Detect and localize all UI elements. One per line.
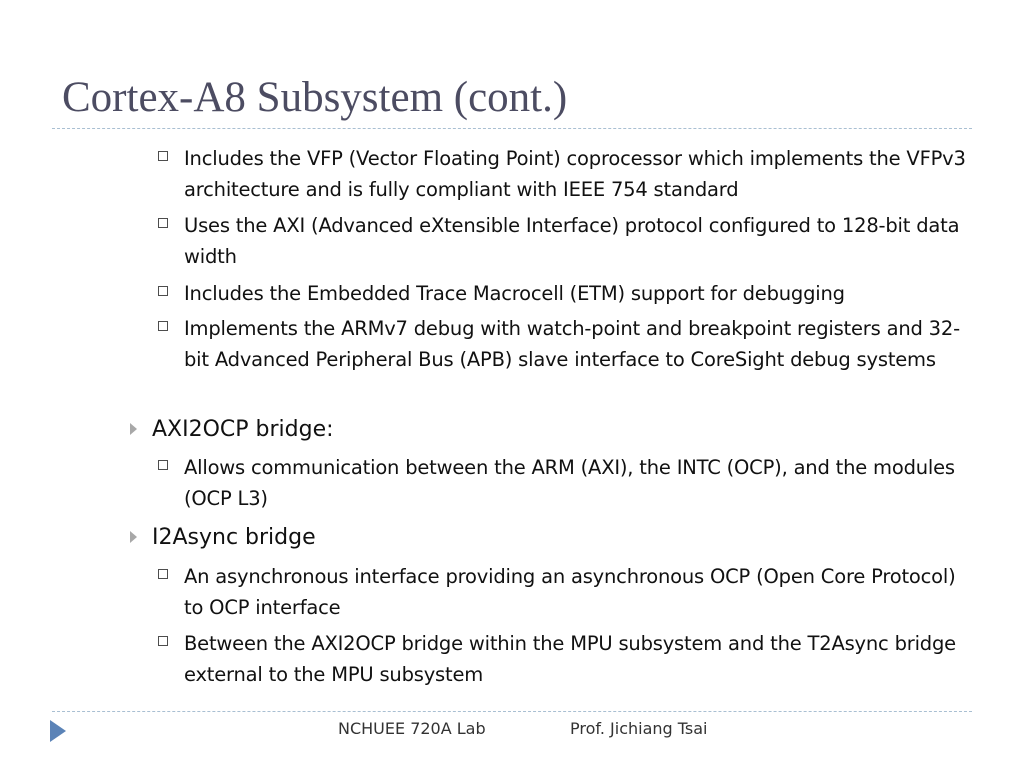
square-bullet-icon <box>158 321 168 331</box>
bullet-text: Between the AXI2OCP bridge within the MPU subsystem and the T2Async bridge external to the MPU subsystem <box>184 632 956 686</box>
square-bullet-icon <box>158 218 168 228</box>
bullet-text: Includes the Embedded Trace Macrocell (ETM) support for debugging <box>184 282 845 305</box>
section-heading-text: I2Async bridge <box>152 525 316 550</box>
footer-lab: NCHUEE 720A Lab <box>338 719 486 738</box>
triangle-bullet-icon <box>130 423 137 435</box>
square-bullet-icon <box>158 636 168 646</box>
slide-title: Cortex-A8 Subsystem (cont.) <box>62 74 568 121</box>
triangle-bullet-icon <box>130 531 137 543</box>
footer-professor: Prof. Jichiang Tsai <box>570 719 708 738</box>
footer-divider <box>52 711 972 712</box>
next-slide-icon[interactable] <box>50 720 66 742</box>
bullet-text: Implements the ARMv7 debug with watch-point and breakpoint registers and 32-bit Advanced Peripheral Bus (APB) slave interface to CoreSight debug systems <box>184 317 960 371</box>
bullet-text: Allows communication between the ARM (AXI), the INTC (OCP), and the modules (OCP L3) <box>184 456 955 510</box>
bullet-text: An asynchronous interface providing an asynchronous OCP (Open Core Protocol) to OCP interface <box>184 565 956 619</box>
section-heading-text: AXI2OCP bridge: <box>152 417 334 442</box>
square-bullet-icon <box>158 460 168 470</box>
square-bullet-icon <box>158 569 168 579</box>
bullet-text: Uses the AXI (Advanced eXtensible Interface) protocol configured to 128-bit data width <box>184 214 960 268</box>
bullet-text: Includes the VFP (Vector Floating Point) coprocessor which implements the VFPv3 architecture and is fully compliant with IEEE 754 standard <box>184 147 966 201</box>
square-bullet-icon <box>158 286 168 296</box>
square-bullet-icon <box>158 151 168 161</box>
